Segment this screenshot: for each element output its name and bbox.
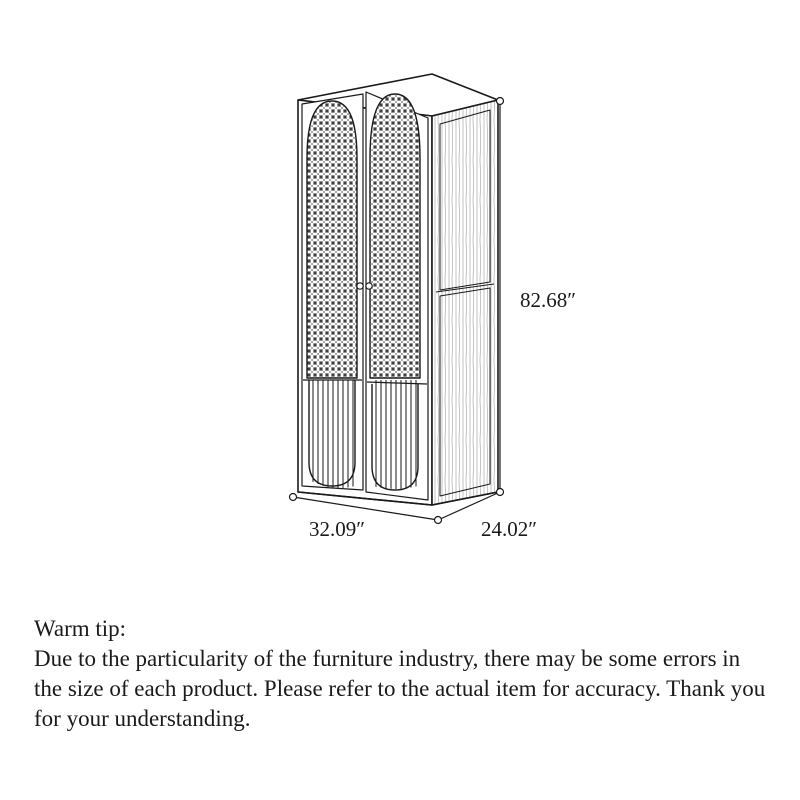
- depth-dimension-label: 24.02″: [481, 517, 537, 541]
- wardrobe: [298, 74, 498, 505]
- left-knob: [357, 283, 363, 289]
- dimension-dot: [497, 98, 504, 105]
- warm-tip-note: [34, 614, 774, 734]
- tip-heading: Warm tip:: [34, 616, 127, 641]
- left-cane-panel: [307, 101, 357, 378]
- width-dimension-label: 32.09″: [309, 517, 365, 541]
- right-knob: [366, 283, 372, 289]
- dimension-dot: [290, 494, 297, 501]
- wardrobe-side: [432, 100, 498, 505]
- right-cane-panel: [370, 94, 420, 378]
- dimension-dot: [435, 517, 442, 524]
- dimension-dot: [497, 489, 504, 496]
- tip-body: Due to the particularity of the furniture industry, there may be some errors in the size of each product. Please refer to the actual item for accuracy. Thank you for your understanding.: [34, 646, 766, 731]
- height-dimension-label: 82.68″: [520, 288, 576, 312]
